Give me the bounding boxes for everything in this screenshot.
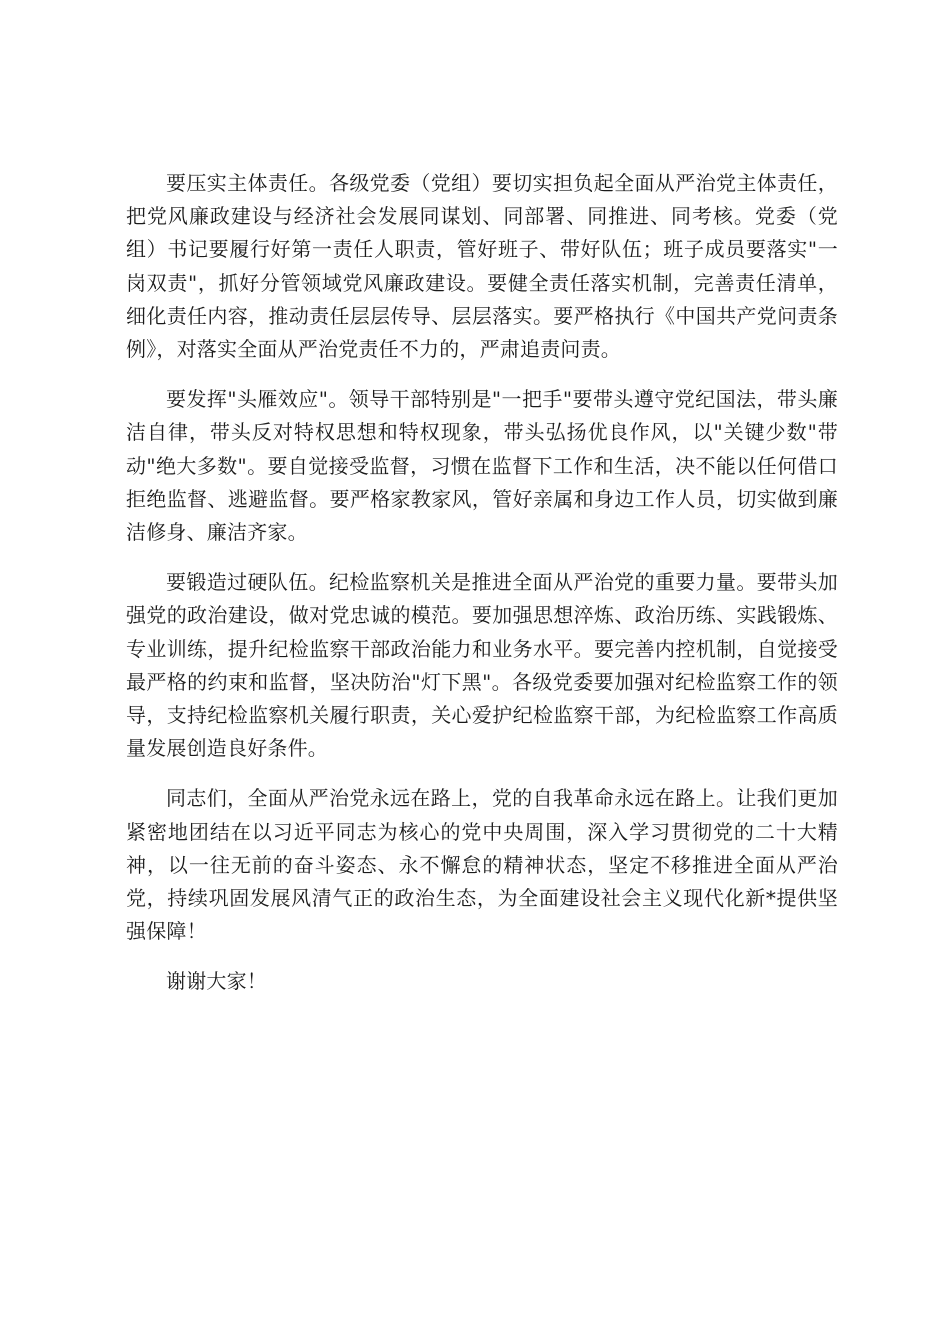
paragraph-closing-remarks: 同志们，全面从严治党永远在路上，党的自我革命永远在路上。让我们更加紧密地团结在以习近平同志为核心的党中央周围，深入学习贯彻党的二十大精神，以一往无前的奋斗姿态、永不懈怠的精神状态，坚定不移推进全面从严治党，持续巩固发展风清气正的政治生态，为全面建设社会主义现代化新*提供坚强保障！ — [126, 786, 838, 944]
document-body — [126, 167, 838, 1016]
paragraph-thanks: 谢谢大家！ — [166, 969, 267, 994]
paragraph-leading-goose-effect: 要发挥"头雁效应"。领导干部特别是"一把手"要带头遵守党纪国法，带头廉洁自律，带头反对特权思想和特权现象，带头弘扬优良作风，以"关键少数"带动"绝大多数"。要自觉接受监督，习惯在监督下工作和生活，决不能以任何借口拒绝监督、逃避监督。要严格家教家风，管好亲属和身边工作人员，切实做到廉洁修身、廉洁齐家。 — [126, 387, 838, 545]
paragraph-main-responsibility: 要压实主体责任。各级党委（党组）要切实担负起全面从严治党主体责任，把党风廉政建设与经济社会发展同谋划、同部署、同推进、同考核。党委（党组）书记要履行好第一责任人职责，管好班子、带好队伍；班子成员要落实"一岗双责"，抓好分管领域党风廉政建设。要健全责任落实机制，完善责任清单，细化责任内容，推动责任层层传导、层层落实。要严格执行《中国共产党问责条例》，对落实全面从严治党责任不力的，严肃追责问责。 — [126, 171, 838, 362]
paragraph-forge-team: 要锻造过硬队伍。纪检监察机关是推进全面从严治党的重要力量。要带头加强党的政治建设，做对党忠诚的模范。要加强思想淬炼、政治历练、实践锻炼、专业训练，提升纪检监察干部政治能力和业务水平。要完善内控机制，自觉接受最严格的约束和监督，坚决防治"灯下黑"。各级党委要加强对纪检监察工作的领导，支持纪检监察机关履行职责，关心爱护纪检监察干部，为纪检监察工作高质量发展创造良好条件。 — [126, 570, 838, 761]
